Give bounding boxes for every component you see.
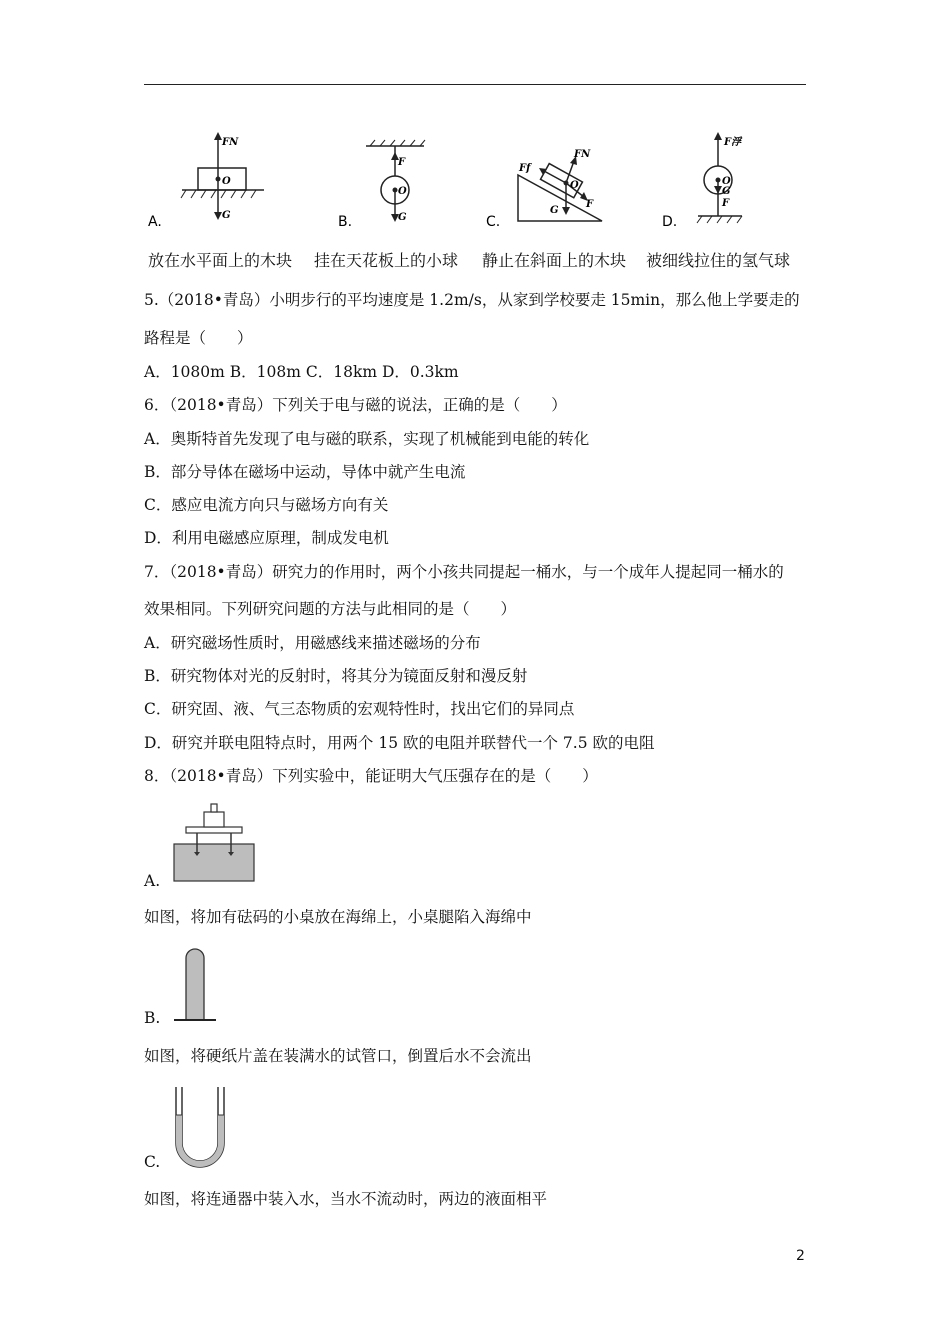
force-ff-label: Ff bbox=[519, 163, 531, 174]
figure-c-label: C. bbox=[486, 214, 501, 230]
force-f-label: F bbox=[586, 199, 594, 210]
force-fn-label: FN bbox=[222, 137, 239, 148]
q8-option-b-label: B. bbox=[144, 1009, 161, 1027]
figure-b-label: B. bbox=[338, 214, 353, 230]
figure-d-label: D. bbox=[662, 214, 678, 230]
q8-figure-c-u-tube bbox=[170, 1085, 230, 1169]
force-g-label: G bbox=[550, 205, 559, 216]
point-o-label: O bbox=[570, 180, 579, 191]
q7-stem-line1: 7．（2018•青岛）研究力的作用时，两个小孩共同提起一桶水，与一个成年人提起同一桶水的 bbox=[144, 563, 784, 581]
q7-option-d: D．研究并联电阻特点时，用两个 15 欧的电阻并联替代一个 7.5 欧的电阻 bbox=[144, 734, 655, 752]
q5-options: A．1080m B．108m C．18km D．0.3km bbox=[144, 363, 459, 381]
caption-c: 静止在斜面上的木块 bbox=[482, 251, 627, 270]
q6-stem: 6．（2018•青岛）下列关于电与磁的说法，正确的是（ ） bbox=[144, 396, 567, 414]
force-fbuoy-label: F浮 bbox=[724, 137, 742, 148]
q6-option-b: B．部分导体在磁场中运动，导体中就产生电流 bbox=[144, 463, 466, 481]
force-g-label: G bbox=[398, 212, 407, 223]
page-number: 2 bbox=[796, 1248, 805, 1264]
q7-option-b: B．研究物体对光的反射时，将其分为镜面反射和漫反射 bbox=[144, 667, 528, 685]
q6-option-a: A．奥斯特首先发现了电与磁的联系，实现了机械能到电能的转化 bbox=[144, 430, 590, 448]
figure-c-block-on-incline bbox=[486, 145, 626, 235]
q7-stem-line2: 效果相同。下列研究问题的方法与此相同的是（ ） bbox=[144, 600, 517, 618]
q8-option-c-label: C. bbox=[144, 1153, 161, 1171]
force-f-label: F bbox=[722, 198, 730, 209]
figure-d-balloon-tied bbox=[660, 128, 760, 233]
q8-option-c-text: 如图，将连通器中装入水，当水不流动时，两边的液面相平 bbox=[144, 1190, 548, 1208]
q8-option-a-label: A. bbox=[144, 872, 161, 890]
q6-option-c: C．感应电流方向只与磁场方向有关 bbox=[144, 496, 389, 514]
q5-stem-line1: 5.（2018•青岛）小明步行的平均速度是 1.2m/s，从家到学校要走 15min，那么他上学要走的 bbox=[144, 291, 800, 309]
force-f-label: F bbox=[398, 157, 406, 168]
caption-b: 挂在天花板上的小球 bbox=[314, 251, 459, 270]
figure-b-hanging-ball bbox=[336, 138, 436, 233]
point-o-label: O bbox=[398, 186, 407, 197]
point-o-label: O bbox=[722, 176, 731, 187]
q8-option-a-text: 如图，将加有砝码的小桌放在海绵上，小桌腿陷入海绵中 bbox=[144, 908, 532, 926]
q8-option-b-text: 如图，将硬纸片盖在装满水的试管口，倒置后水不会流出 bbox=[144, 1047, 532, 1065]
q8-stem: 8．（2018•青岛）下列实验中，能证明大气压强存在的是（ ） bbox=[144, 767, 598, 785]
force-fn-label: FN bbox=[574, 149, 591, 160]
q7-option-c: C．研究固、液、气三态物质的宏观特性时，找出它们的异同点 bbox=[144, 700, 575, 718]
q8-figure-a-table-on-sponge bbox=[172, 800, 257, 884]
header-rule bbox=[144, 84, 806, 85]
q5-stem-line2: 路程是（ ） bbox=[144, 329, 253, 347]
q7-option-a: A．研究磁场性质时，用磁感线来描述磁场的分布 bbox=[144, 634, 481, 652]
force-g-label: G bbox=[722, 186, 731, 197]
q6-option-d: D．利用电磁感应原理，制成发电机 bbox=[144, 529, 389, 547]
point-o-label: O bbox=[222, 176, 231, 187]
force-g-label: G bbox=[222, 210, 231, 221]
caption-d: 被细线拉住的氢气球 bbox=[646, 251, 791, 270]
figure-a-label: A. bbox=[148, 214, 162, 230]
caption-a: 放在水平面上的木块 bbox=[148, 251, 293, 270]
figure-a-block-on-table bbox=[146, 128, 266, 233]
q8-figure-b-test-tube bbox=[170, 942, 220, 1024]
